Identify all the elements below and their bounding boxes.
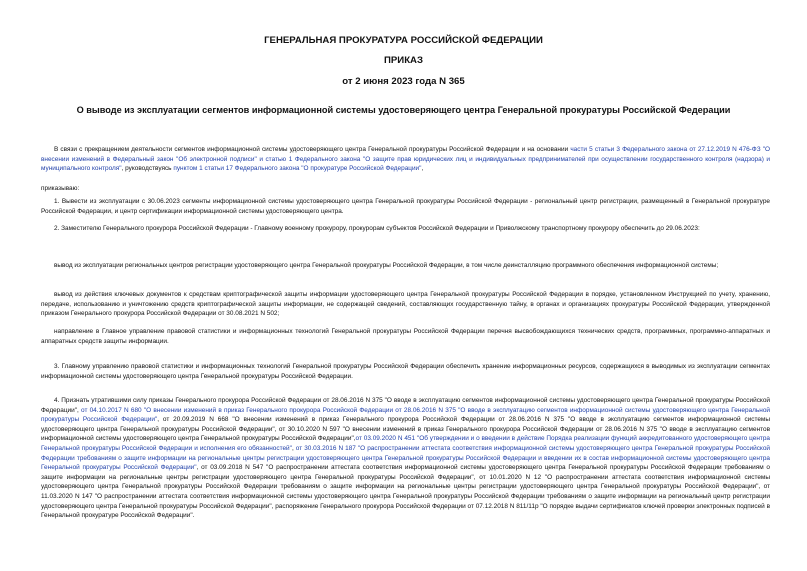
intro-paragraph (41, 145, 770, 174)
paragraph-2b: вывод из действия ключевых документов к средствам криптографической защиты информации удостоверяющего центра Генеральной прокуратуры Российской Федерации в порядке, установленном Инструкцией по учету, хранению, передаче, использованию и уничтожению средств криптографической защиты информации, не содержащей сведений, составляющих государственную тайну, в органах и организациях прокуратуры Российской Федерации, утвержденной приказом Генерального прокурора Российской Федерации от 30.08.2021 N 502; (41, 291, 770, 318)
prosecutor-law-link[interactable]: пунктом 1 статьи 17 Федерального закона "О прокуратуре Российской Федерации" (173, 165, 422, 173)
law-476-fz-link[interactable]: части 5 статьи 3 Федерального закона от 27.12.2019 N 476-ФЗ "О внесении изменений в Федеральный закон "Об электронной подписи" и статью 1 Федерального закона "О защите прав юридических лиц и индивидуальных предпринимателей при осуществлении государственного контроля (надзора) и муниципального контроля" (41, 146, 771, 173)
page-title: О выводе из эксплуатации сегментов информационной системы удостоверяющего центра Генеральной прокуратуры Российской Федерации (76, 105, 731, 115)
paragraph-3: 3. Главному управлению правовой статистики и информационных технологий Генеральной прокуратуры Российской Федерации обеспечить хранение информационных ресурсов, содержащихся в выводимых из эксплуатации сегментах информационной системы удостоверяющего центра Генеральной прокуратуры Российской Федерации. (41, 363, 770, 380)
order-word: приказываю: (41, 185, 80, 192)
intro-text-3: , (421, 165, 424, 173)
paragraph-2: 2. Заместителю Генерального прокурора Российской Федерации - Главному военному прокурору, прокурорам субъектов Российской Федерации и Приволжскому транспортному прокурору обеспечить до 29.06.2023: (54, 225, 700, 232)
p4-text-2: , от 20.09.2019 N 668 "О внесении изменений в приказ Генерального прокурора Российской Федерации от 28.06.2016 N 375 "О вводе в эксплуатацию сегментов информационной системы удостоверяющего центра Генеральной прокуратуры Российской Федерации", от 30.10.2020 N 597 "О внесении изменений в приказ Генерального прокурора Российской Федерации от 28.06.2016 N 375 "О вводе в эксплуатацию сегментов информационной системы удостоверяющего центра Генеральной прокуратуры Российской Федерации", (41, 416, 770, 443)
order-187-link[interactable]: от 30.03.2016 N 187 "О распространении аттестата соответствия информационной системы удостоверяющего центра Генеральной прокуратуры Российской Федерации требованиям о защите информации на региональные центры регистрации удостоверяющего центра Генеральной прокуратуры Российской Федерации и введении их в состав информационной системы удостоверяющего центра Генеральной прокуратуры Российской Федерации" (41, 444, 771, 472)
p4-text-3: , (291, 444, 296, 452)
paragraph-2a: вывод из эксплуатации региональных центров регистрации удостоверяющего центра Генеральной прокуратуры Российской Федерации, в том числе деинсталляцию программного обеспечения информационной системы; (54, 262, 719, 269)
intro-text-2: , руководствуясь (121, 165, 174, 173)
date-number-heading: от 2 июня 2023 года N 365 (342, 76, 465, 87)
doc-type-heading: ПРИКАЗ (384, 55, 423, 66)
p4-text-1: 4. Признать утратившими силу приказы Генерального прокурора Российской Федерации от 28.06.2016 N 375 "О вводе в эксплуатацию сегментов информационной системы удостоверяющего центра Генеральной прокуратуры Российской Федерации", (41, 397, 770, 414)
paragraph-4 (41, 396, 770, 521)
org-heading: ГЕНЕРАЛЬНАЯ ПРОКУРАТУРА РОССИЙСКОЙ ФЕДЕРАЦИИ (264, 35, 543, 46)
order-680-link[interactable]: от 04.10.2017 N 680 "О внесении изменений в приказ Генерального прокурора Российской Федерации от 28.06.2016 N 375 "О вводе в эксплуатацию сегментов информационной системы удостоверяющего центра Генеральной прокуратуры Российской Федерации" (41, 406, 770, 424)
order-451-link[interactable]: от 03.09.2020 N 451 "Об утверждении и о введении в действие Порядка реализации функций аккредитованного удостоверяющего центра Генеральной прокуратуры Российской Федерации и исполнения его обязанностей" (41, 435, 770, 452)
intro-text-1: В связи с прекращением деятельности сегментов информационной системы удостоверяющего центра Генеральной прокуратуры Российской Федерации и на основании (54, 146, 571, 153)
paragraph-1: 1. Вывести из эксплуатации с 30.06.2023 сегменты информационной системы удостоверяющего центра Генеральной прокуратуры Российской Федерации - региональный центр регистрации, размещенный в Генеральной прокуратуре Российской Федерации, и центр сертификации информационной системы удостоверяющего центра. (41, 198, 770, 215)
p4-text-4: , от 03.09.2018 N 547 "О распространении аттестата соответствия информационной системы удостоверяющего центра Генеральной прокуратуры Российской Федерации требованиям о защите информации на региональные центры регистрации удостоверяющего центра Генеральной прокуратуры Российской Федерации", от 10.01.2020 N 12 "О распространении аттестата соответствия информационной системы удостоверяющего центра Генеральной прокуратуры Российской Федерации требованиям о защите информации на региональные центры регистрации удостоверяющего центра Генеральной прокуратуры Российской Федерации", от 11.03.2020 N 147 "О распространении аттестата соответствия информационной системы удостоверяющего центра Генеральной прокуратуры Российской Федерации требованиям о защите информации на региональный центр регистрации удостоверяющего центра Генеральной прокуратуры Российской Федерации", распоряжение Генерального прокурора Российской Федерации от 07.12.2018 N 811/11р "О порядке выдачи сертификатов ключей проверки электронных подписей в Генеральной прокуратуре Российской Федерации". (41, 464, 770, 520)
paragraph-2c: направление в Главное управление правовой статистики и информационных технологий Генеральной прокуратуры Российской Федерации перечня высвобождающихся технических средств, программных, программно-аппаратных и аппаратных средств защиты информации. (41, 328, 770, 345)
